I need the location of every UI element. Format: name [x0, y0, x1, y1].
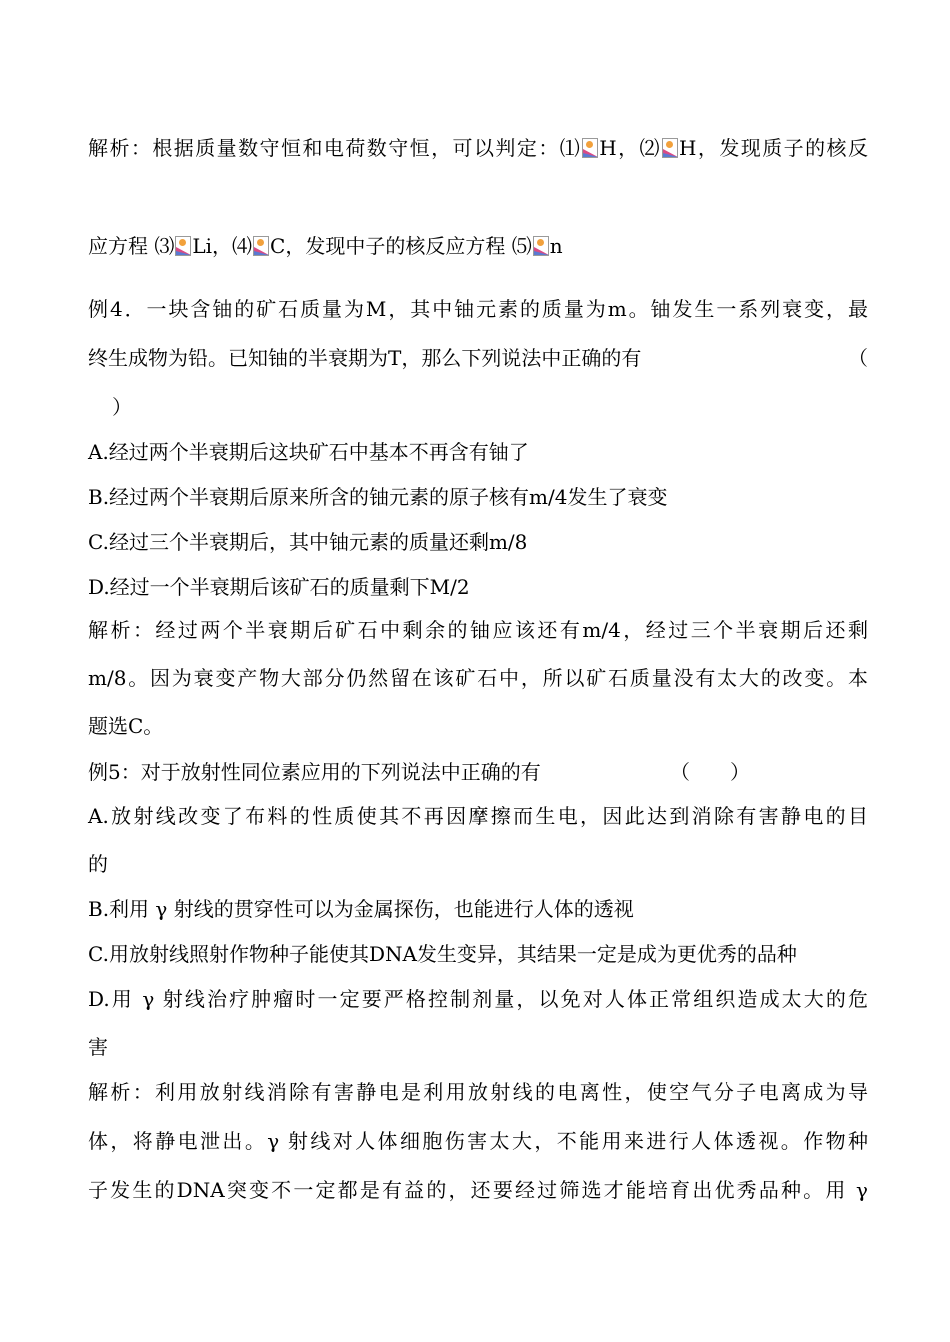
example-4-question-line-1: 例4．一块含铀的矿石质量为M，其中铀元素的质量为m。铀发生一系列衰变，最 [88, 297, 868, 321]
answer-paren: （ ） [670, 760, 750, 784]
answer-paren-close: ） [112, 395, 132, 419]
example-4-option-b: B.经过两个半衰期后原来所含的铀元素的原子核有m/4发生了衰变 [88, 485, 668, 509]
formula-image-icon [582, 138, 598, 158]
formula-image-icon [253, 236, 269, 256]
formula-image-icon [662, 138, 678, 158]
example-4-option-c: C.经过三个半衰期后，其中铀元素的质量还剩m/8 [88, 530, 528, 554]
example-5-analysis-line-1: 解析：利用放射线消除有害静电是利用放射线的电离性，使空气分子电离成为导 [88, 1080, 868, 1104]
example-5-option-b: B.利用 γ 射线的贯穿性可以为金属探伤，也能进行人体的透视 [88, 897, 634, 921]
example-5-option-a-line-2: 的 [88, 852, 108, 876]
example-4-analysis-line-1: 解析：经过两个半衰期后矿石中剩余的铀应该还有m/4，经过三个半衰期后还剩 [88, 618, 868, 642]
example-4-analysis-line-3: 题选C。 [88, 714, 164, 738]
example-5-option-d-line-1: D.用 γ 射线治疗肿瘤时一定要严格控制剂量，以免对人体正常组织造成太大的危 [88, 987, 868, 1011]
example-5-analysis-line-3: 子发生的DNA突变不一定都是有益的，还要经过筛选才能培育出优秀品种。用 γ [88, 1178, 868, 1202]
example-5-option-a-line-1: A.放射线改变了布料的性质使其不再因摩擦而生电，因此达到消除有害静电的目 [88, 804, 868, 828]
example-5-option-d-line-2: 害 [88, 1035, 108, 1059]
example-4-option-a: A.经过两个半衰期后这块矿石中基本不再含有铀了 [88, 440, 529, 464]
example-5-option-c: C.用放射线照射作物种子能使其DNA发生变异，其结果一定是成为更优秀的品种 [88, 942, 797, 966]
example-4-analysis-line-2: m/8。因为衰变产物大部分仍然留在该矿石中，所以矿石质量没有太大的改变。本 [88, 666, 868, 690]
example-4-option-d: D.经过一个半衰期后该矿石的质量剩下M/2 [88, 575, 470, 599]
example-5-analysis-line-2: 体，将静电泄出。γ 射线对人体细胞伤害太大，不能用来进行人体透视。作物种 [88, 1129, 868, 1153]
formula-image-icon [175, 236, 191, 256]
example-4-question-line-2: 终生成物为铅。已知铀的半衰期为T，那么下列说法中正确的有 （ [88, 346, 868, 370]
analysis-line-1: 解析：根据质量数守恒和电荷数守恒，可以判定：⑴ H，⑵ H，发现质子的核反 [88, 136, 868, 160]
analysis-line-2: 应方程 ⑶ Li，⑷ C，发现中子的核反应方程 ⑸ n [88, 234, 563, 258]
example-5-question: 例5：对于放射性同位素应用的下列说法中正确的有 （ ） [88, 760, 750, 784]
answer-paren-open: （ [848, 346, 868, 370]
formula-image-icon [533, 236, 549, 256]
